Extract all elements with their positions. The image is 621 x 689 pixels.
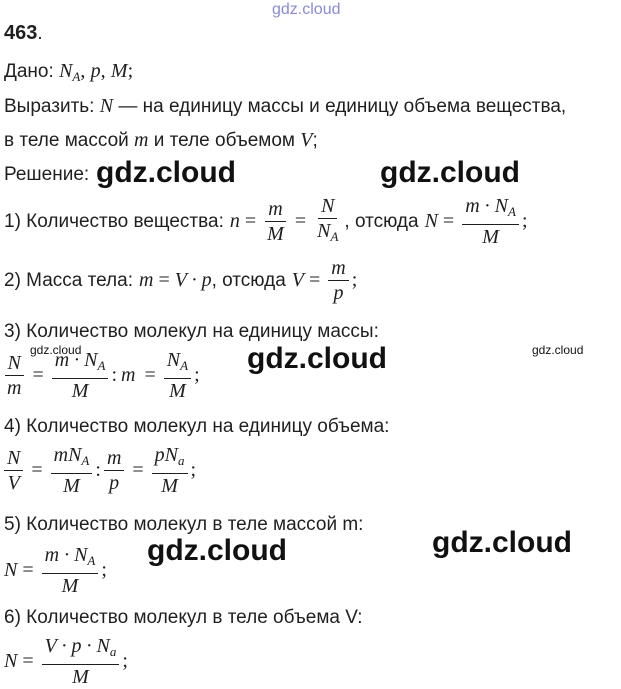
step-1: 1) Количество вещества: n = $\frac{m}{M}$ = $\frac{N}{N_A}$ , отсюда N = $\frac{m \cdot N_A}{M}$ ; [4, 195, 528, 248]
watermark: gdz.cloud [30, 343, 82, 357]
given-label: Дано: [4, 61, 54, 82]
step-1-label: 1) Количество вещества: [4, 210, 224, 232]
watermark: gdz.cloud [272, 1, 341, 18]
problem-number: 463. [4, 22, 43, 44]
step-3-label: 3) Количество молекул на единицу массы: [4, 321, 379, 342]
watermark: gdz.cloud [247, 342, 387, 375]
given-line: Дано: $N_A$, p, M; [4, 60, 134, 84]
step-6-formula: N = $\frac{V \cdot p \cdot N_a}{M}$ ; [4, 635, 128, 688]
watermark: gdz.cloud [432, 526, 572, 559]
watermark: gdz.cloud [147, 534, 287, 567]
express-line: Выразить: N — на единицу массы и единицу объема вещества, [4, 95, 567, 117]
step-4-formula: $\frac{N}{V}$ = $\frac{mN_A}{M}$ : $\frac{m}{p}$ = $\frac{pN_a}{M}$ ; [4, 445, 196, 496]
step-1-middle: , отсюда [344, 210, 419, 232]
step-2-middle: , отсюда [211, 269, 286, 291]
step-3-formula: $\frac{N}{m}$ = $\frac{m \cdot N_A}{M}$ : m = $\frac{N_A}{M}$ ; [4, 350, 200, 401]
step-5-formula: N = $\frac{m \cdot N_A}{M}$ ; [4, 544, 107, 597]
solution-label: Решение: [4, 164, 90, 185]
express-label: Выразить: [4, 96, 95, 117]
step-2-label: 2) Масса тела: [4, 269, 133, 291]
watermark: gdz.cloud [96, 156, 236, 189]
step-2: 2) Масса тела: m = V · p , отсюда V = $\frac{m}{p}$ ; [4, 257, 358, 304]
step-5-label: 5) Количество молекул в теле массой m: [4, 514, 364, 535]
watermark: gdz.cloud [532, 343, 584, 357]
step-4-label: 4) Количество молекул на единицу объема: [4, 416, 390, 437]
watermark: gdz.cloud [380, 156, 520, 189]
express-line-2: в теле массой m и теле объемом V; [4, 129, 318, 151]
step-6-label: 6) Количество молекул в теле объема V: [4, 607, 363, 628]
